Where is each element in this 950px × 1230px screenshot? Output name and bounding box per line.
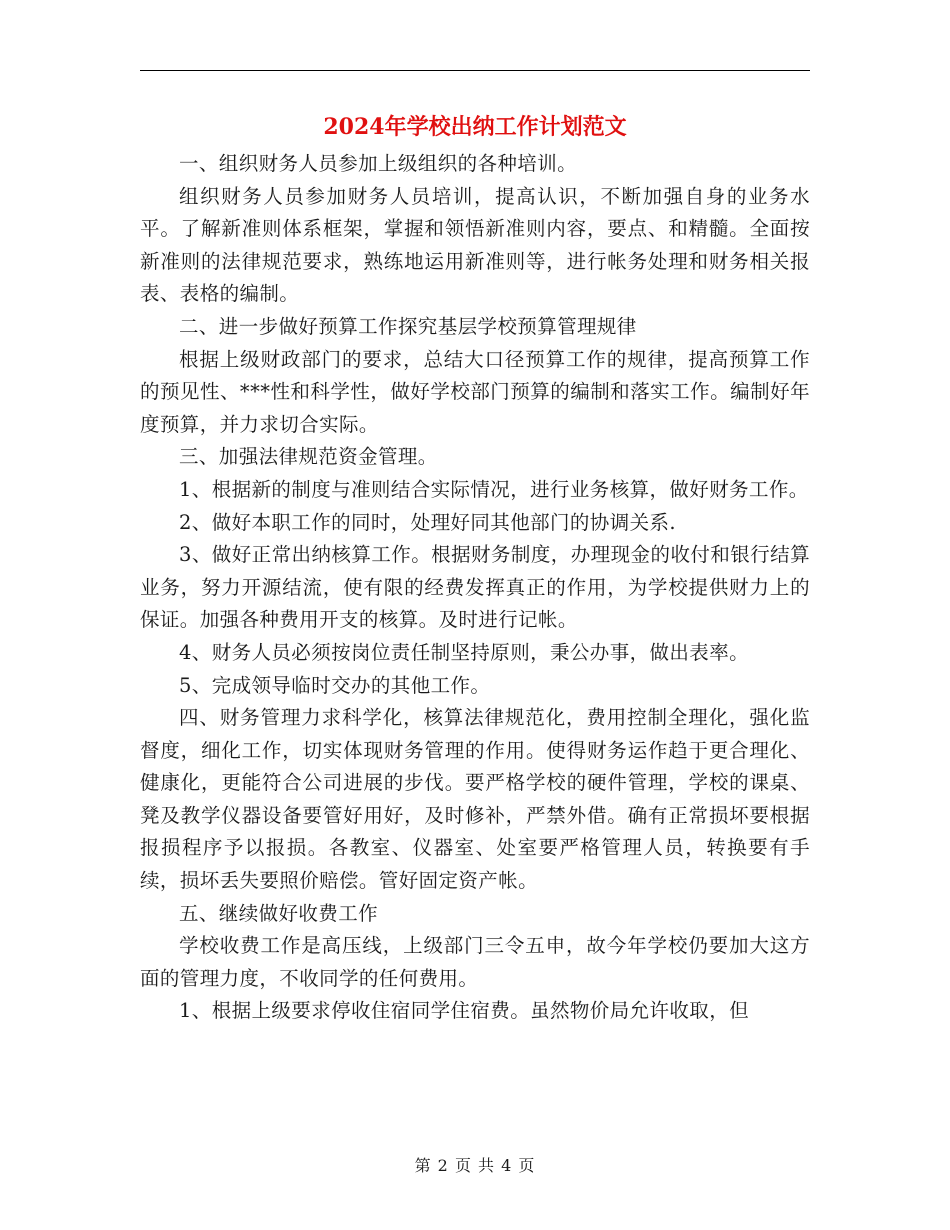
list-item: 1、根据新的制度与准则结合实际情况，进行业务核算，做好财务工作。 xyxy=(179,477,809,501)
header-rule xyxy=(140,70,810,71)
paragraph: 组织财务人员参加财务人员培训，提高认识，不断加强自身的业务水平。了解新准则体系框架，掌握和领悟新准则内容，要点、和精髓。全面按新准则的法律规范要求，熟练地运用新准则等，进行帐务处理和财务相关报表、表格的编制。 xyxy=(140,184,810,306)
page-number-footer: 第 2 页 共 4 页 xyxy=(414,1156,536,1175)
list-item: 3、做好正常出纳核算工作。根据财务制度，办理现金的收付和银行结算业务，努力开源结流，使有限的经费发挥真正的作用，为学校提供财力上的保证。加强各种费用开支的核算。及时进行记帐。 xyxy=(140,543,810,632)
section-heading-2: 二、进一步做好预算工作探究基层学校预算管理规律 xyxy=(179,314,637,338)
section-heading-4: 四、财务管理力求科学化，核算法律规范化，费用控制全理化，强化监督度，细化工作，切实体现财务管理的作用。使得财务运作趋于更合理化、健康化，更能符合公司进展的步伐。要严格学校的硬件管理，学校的课桌、凳及教学仪器设备要管好用好，及时修补，严禁外借。确有正常损坏要根据报损程序予以报损。各教室、仪器室、处室要严格管理人员，转换要有手续，损坏丢失要照价赔偿。管好固定资产帐。 xyxy=(140,706,810,893)
paragraph: 根据上级财政部门的要求，总结大口径预算工作的规律，提高预算工作的预见性、***性和科学性，做好学校部门预算的编制和落实工作。编制好年度预算，并力求切合实际。 xyxy=(140,347,810,436)
list-item: 4、财务人员必须按岗位责任制坚持原则，秉公办事，做出表率。 xyxy=(179,640,750,664)
list-item: 5、完成领导临时交办的其他工作。 xyxy=(179,673,491,697)
section-heading-3: 三、加强法律规范资金管理。 xyxy=(179,445,438,469)
list-item: 1、根据上级要求停收住宿同学住宿费。虽然物价局允许收取，但 xyxy=(179,999,750,1023)
paragraph: 学校收费工作是高压线，上级部门三令五申，故今年学校仍要加大这方面的管理力度，不收同学的任何费用。 xyxy=(140,934,810,990)
section-heading-1: 一、组织财务人员参加上级组织的各种培训。 xyxy=(179,152,578,175)
document-body xyxy=(140,148,810,1028)
list-item: 2、做好本职工作的同时，处理好同其他部门的协调关系. xyxy=(179,510,677,534)
document-title: 2024年学校出纳工作计划范文 xyxy=(323,114,627,140)
section-heading-5: 五、继续做好收费工作 xyxy=(179,901,379,925)
